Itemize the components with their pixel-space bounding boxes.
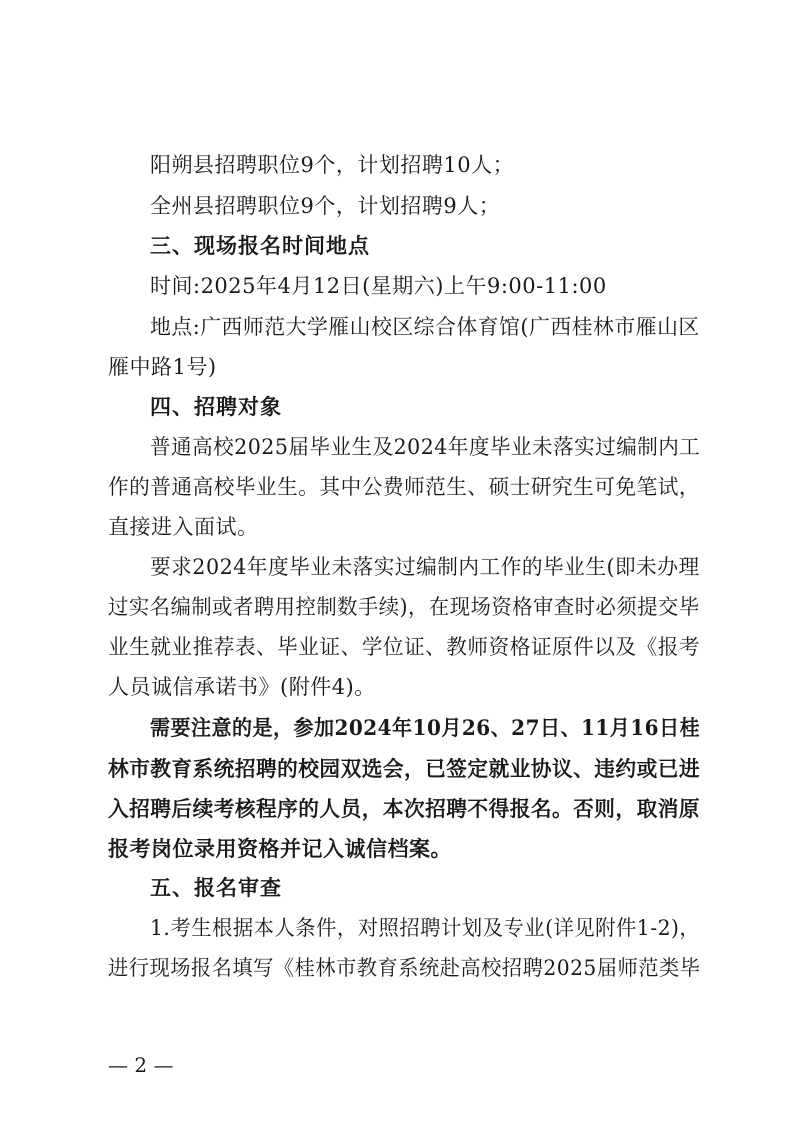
text-line-target-1: 普通高校2025届毕业生及2024年度毕业未落实过编制内工 [150, 435, 701, 459]
text-line-notice-1: 需要注意的是，参加2024年10月26、27日、11月16日桂 [150, 715, 701, 740]
text-line-notice-3: 入招聘后续考核程序的人员，本次招聘不得报名。否则，取消原 [108, 796, 701, 821]
text-line-review-2: 进行现场报名填写《桂林市教育系统赴高校招聘2025届师范类毕 [108, 956, 701, 980]
text-line-notice-2: 林市教育系统招聘的校园双选会，已签定就业协议、违约或已进 [108, 756, 701, 781]
text-line-requirement-3: 业生就业推荐表、毕业证、学位证、教师资格证原件以及《报考 [108, 635, 701, 659]
section-heading-recruitment-target: 四、招聘对象 [150, 395, 282, 419]
section-heading-registration-time-place: 三、现场报名时间地点 [150, 234, 370, 258]
page-number: — 2 — [108, 1053, 174, 1077]
text-line-quanzhou: 全州县招聘职位9个，计划招聘9人； [150, 194, 501, 218]
text-line-requirement-4: 人员诚信承诺书》(附件4)。 [108, 675, 376, 699]
text-line-place-cont: 雁中路1号) [108, 355, 217, 379]
text-line-place: 地点:广西师范大学雁山校区综合体育馆(广西桂林市雁山区 [150, 315, 700, 339]
text-line-time: 时间:2025年4月12日(星期六)上午9:00-11:00 [150, 274, 607, 298]
text-line-yangshuo: 阳朔县招聘职位9个，计划招聘10人； [150, 153, 515, 177]
text-line-requirement-1: 要求2024年度毕业未落实过编制内工作的毕业生(即未办理 [150, 555, 700, 579]
text-line-target-2: 作的普通高校毕业生。其中公费师范生、硕士研究生可免笔试， [108, 475, 701, 499]
text-line-requirement-2: 过实名编制或者聘用控制数手续)，在现场资格审查时必须提交毕 [108, 595, 700, 619]
text-line-notice-4: 报考岗位录用资格并记入诚信档案。 [108, 836, 452, 861]
section-heading-registration-review: 五、报名审查 [150, 876, 282, 900]
text-line-target-3: 直接进入面试。 [108, 515, 259, 539]
text-line-review-1: 1.考生根据本人条件，对照招聘计划及专业(详见附件1-2)， [150, 916, 701, 940]
